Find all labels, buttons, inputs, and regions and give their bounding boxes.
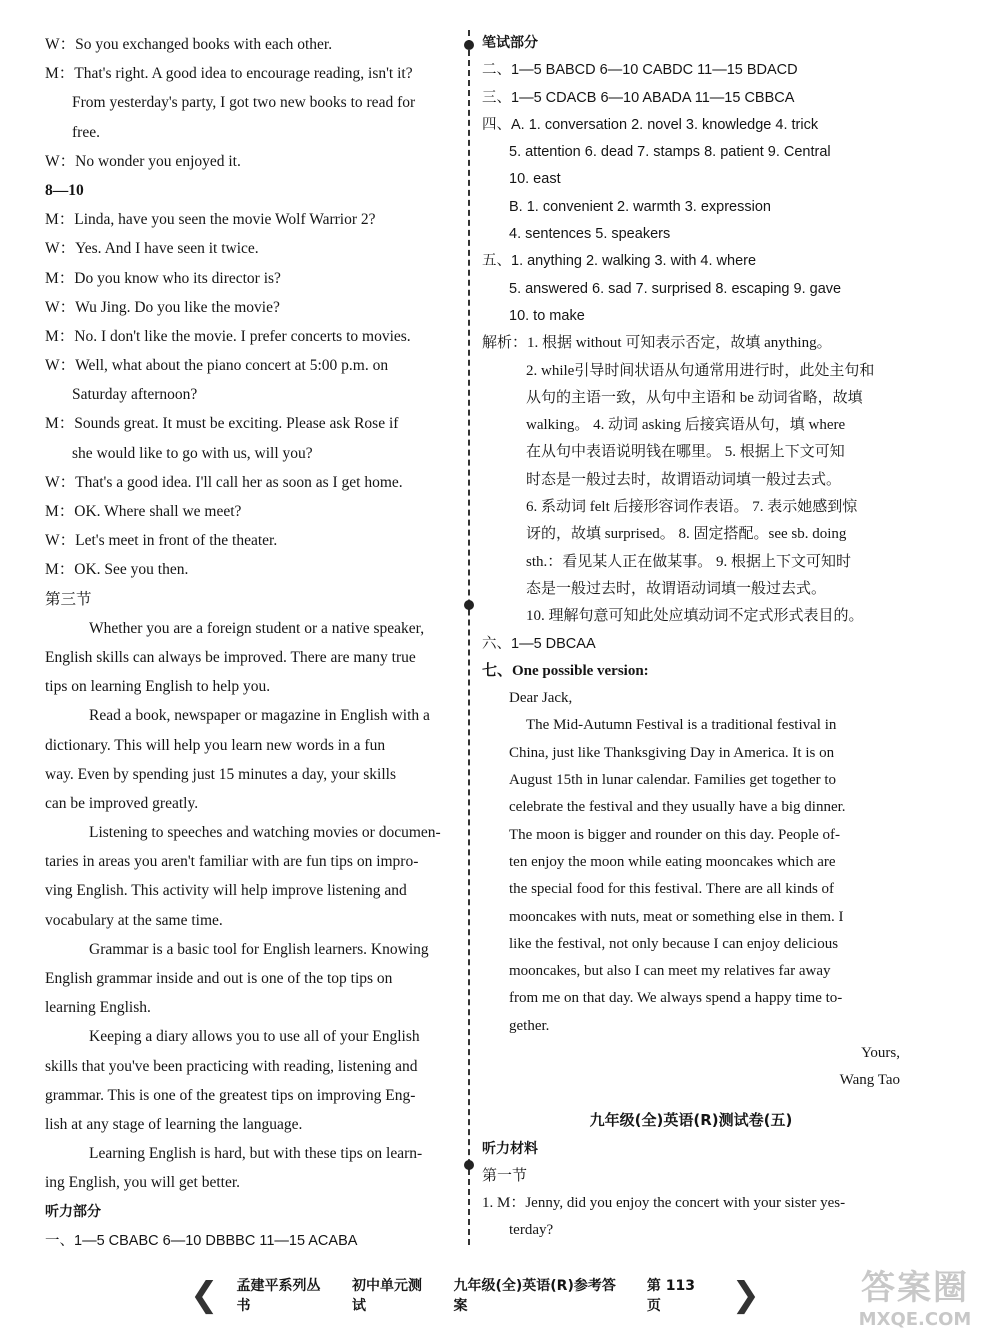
text-line: Grammar is a basic tool for English learners. Knowing bbox=[89, 940, 429, 958]
footer-book: 初中单元测试 bbox=[351, 1278, 422, 1314]
text-line: terday? bbox=[509, 1222, 554, 1239]
watermark-logo bbox=[840, 1260, 990, 1330]
text-line: 一、1—5 CBABC 6—10 DBBBC 11—15 ACABA bbox=[45, 1232, 358, 1249]
right-column bbox=[482, 30, 900, 1245]
answer-line: 六、1—5 DBCAA bbox=[482, 635, 596, 652]
page-number: 第 113 页 bbox=[646, 1278, 695, 1314]
answer-line: 七、One possible version: bbox=[482, 662, 649, 679]
answer-line: 10. east bbox=[509, 171, 561, 188]
chevron-left-icon: ❮ bbox=[190, 1275, 219, 1315]
answer-line: 二、1—5 BABCD 6—10 CABDC 11—15 BDACD bbox=[482, 62, 798, 79]
text-line: M：OK. Where shall we meet? bbox=[45, 503, 242, 520]
text-line: M：That's right. A good idea to encourage reading, isn't it? bbox=[45, 65, 413, 83]
text-line: 第一节 bbox=[482, 1167, 528, 1184]
text-line: can be improved greatly. bbox=[45, 794, 199, 812]
footer-series: 孟建平系列丛书 bbox=[236, 1278, 321, 1314]
text-line: W：Wu Jing. Do you like the movie? bbox=[45, 298, 280, 316]
answer-line: celebrate the festival and they usually have a big dinner. bbox=[509, 799, 846, 816]
answer-line: 五、1. anything 2. walking 3. with 4. where bbox=[482, 253, 757, 270]
text-line: lish at any stage of learning the language. bbox=[45, 1115, 303, 1133]
text-line: M：Do you know who its director is? bbox=[45, 269, 281, 287]
text-line: ing English, you will get better. bbox=[45, 1174, 241, 1192]
text-line: Saturday afternoon? bbox=[72, 386, 198, 404]
text-line: Read a book, newspaper or magazine in English with a bbox=[89, 707, 430, 725]
answer-line: 从句的主语一致，从句中主语和 be 动词省略，故填 bbox=[526, 389, 863, 406]
text-line: vocabulary at the same time. bbox=[45, 911, 223, 929]
text-line: ving English. This activity will help improve listening and bbox=[45, 882, 407, 900]
text-line: W：Let's meet in front of the theater. bbox=[45, 532, 278, 550]
answer-line: 解析：1. 根据 without 可知表示否定，故填 anything。 bbox=[482, 335, 832, 352]
text-line: dictionary. This will help you learn new words in a fun bbox=[45, 736, 386, 754]
divider-dot bbox=[464, 40, 474, 50]
answer-line: 10. 理解句意可知此处应填动词不定式形式表目的。 bbox=[526, 608, 864, 625]
answer-line: China, just like Thanksgiving Day in America. It is on bbox=[509, 744, 835, 761]
text-line: 第三节 bbox=[45, 590, 92, 608]
text-line: learning English. bbox=[45, 999, 151, 1017]
answer-line: 在从句中表语说明钱在哪里。 5. 根据上下文可知 bbox=[526, 444, 845, 461]
answer-line: sth.：看见某人正在做某事。 9. 根据上下文可知时 bbox=[526, 553, 852, 570]
answer-line: 5. answered 6. sad 7. surprised 8. escaping 9. gave bbox=[509, 280, 842, 297]
answer-line: gether. bbox=[509, 1017, 550, 1034]
text-line: From yesterday's party, I got two new books to read for bbox=[72, 94, 416, 112]
text-line: Learning English is hard, but with these tips on learn- bbox=[89, 1145, 423, 1163]
answer-line: 10. to make bbox=[509, 307, 585, 324]
divider-dot bbox=[464, 600, 474, 610]
text-line: skills that you've been practicing with reading, listening and bbox=[45, 1057, 418, 1075]
left-column bbox=[45, 30, 460, 1256]
text-line: W：Yes. And I have seen it twice. bbox=[45, 240, 259, 258]
answer-line: the special food for this festival. There are all kinds of bbox=[509, 881, 835, 898]
text-line: she would like to go with us, will you? bbox=[72, 444, 313, 462]
answer-line: from me on that day. We always spend a happy time to- bbox=[509, 990, 843, 1007]
answer-line: mooncakes, but also I can meet my relatives far away bbox=[509, 963, 831, 980]
text-line: tips on learning English to help you. bbox=[45, 678, 271, 696]
text-line: free. bbox=[72, 123, 100, 141]
text-line: W：No wonder you enjoyed it. bbox=[45, 152, 241, 170]
answer-line: The Mid-Autumn Festival is a traditional festival in bbox=[526, 717, 837, 734]
answer-line: ten enjoy the moon while eating mooncakes which are bbox=[509, 853, 836, 870]
text-line: W：Well, what about the piano concert at 5:00 p.m. on bbox=[45, 357, 389, 375]
text-line: Keeping a diary allows you to use all of your English bbox=[89, 1028, 420, 1046]
column-divider bbox=[468, 30, 472, 1245]
footer-subject: 九年级(全)英语(R)参考答案 bbox=[453, 1278, 616, 1314]
chevron-right-icon: ❯ bbox=[731, 1275, 760, 1315]
text-line: English grammar inside and out is one of the top tips on bbox=[45, 970, 393, 987]
answer-line: The moon is bigger and rounder on this day. People of- bbox=[509, 826, 841, 843]
text-line: 听力材料 bbox=[482, 1140, 538, 1157]
answer-line: 5. attention 6. dead 7. stamps 8. patient 9. Central bbox=[509, 144, 831, 161]
watermark-top: 答案圈 bbox=[861, 1268, 969, 1308]
answer-line: like the festival, not only because I can enjoy delicious bbox=[509, 935, 839, 952]
answer-line: walking。 4. 动词 asking 后接宾语从句，填 where bbox=[526, 417, 846, 434]
watermark-bottom: MXQE.COM bbox=[858, 1309, 972, 1330]
answer-line: Dear Jack, bbox=[509, 690, 573, 707]
page-footer bbox=[190, 1277, 760, 1313]
answer-line: Yours, bbox=[861, 1044, 900, 1061]
answer-line: 讶的，故填 surprised。 8. 固定搭配。see sb. doing bbox=[526, 526, 847, 543]
text-line: M：OK. See you then. bbox=[45, 561, 189, 579]
text-line: 听力部分 bbox=[45, 1203, 101, 1220]
text-line: M：Sounds great. It must be exciting. Please ask Rose if bbox=[45, 415, 399, 433]
answer-line: 时态是一般过去时，故谓语动词填一般过去式。 bbox=[526, 471, 842, 488]
text-line: grammar. This is one of the greatest tips on improving Eng- bbox=[45, 1086, 416, 1104]
answer-line: mooncakes with nuts, meat or something else in them. I bbox=[509, 908, 844, 925]
divider-dot bbox=[464, 1160, 474, 1170]
answer-line: 态是一般过去时，故谓语动词填一般过去式。 bbox=[526, 580, 827, 597]
text-line: W：So you exchanged books with each other. bbox=[45, 36, 333, 53]
answer-line: 6. 系动词 felt 后接形容词作表语。 7. 表示她感到惊 bbox=[526, 499, 858, 516]
text-line: W：That's a good idea. I'll call her as soon as I get home. bbox=[45, 473, 403, 491]
answer-line: B. 1. convenient 2. warmth 3. expression bbox=[509, 198, 771, 215]
text-line: M：Linda, have you seen the movie Wolf Warrior 2? bbox=[45, 211, 376, 229]
text-line: 8—10 bbox=[45, 181, 84, 199]
text-line: way. Even by spending just 15 minutes a day, your skills bbox=[45, 765, 397, 783]
text-line: Listening to speeches and watching movies or documen- bbox=[89, 824, 441, 842]
text-line: 1. M：Jenny, did you enjoy the concert with your sister yes- bbox=[482, 1195, 846, 1212]
text-line: English skills can always be improved. There are many true bbox=[45, 648, 416, 666]
answer-line: 笔试部分 bbox=[482, 35, 538, 51]
text-line: Whether you are a foreign student or a native speaker, bbox=[89, 619, 425, 637]
answer-line: August 15th in lunar calendar. Families get together to bbox=[509, 772, 837, 789]
answer-line: Wang Tao bbox=[839, 1072, 900, 1089]
text-line: taries in areas you aren't familiar with are fun tips on impro- bbox=[45, 853, 419, 871]
text-line: M：No. I don't like the movie. I prefer concerts to movies. bbox=[45, 327, 411, 345]
section-title: 九年级(全)英语(R)测试卷(五) bbox=[589, 1110, 793, 1129]
answer-line: 4. sentences 5. speakers bbox=[509, 226, 671, 243]
answer-line: 三、1—5 CDACB 6—10 ABADA 11—15 CBBCA bbox=[482, 89, 795, 106]
answer-line: 2. while引导时间状语从句通常用进行时，此处主句和 bbox=[526, 362, 875, 379]
answer-line: 四、A. 1. conversation 2. novel 3. knowledge 4. trick bbox=[482, 116, 819, 133]
